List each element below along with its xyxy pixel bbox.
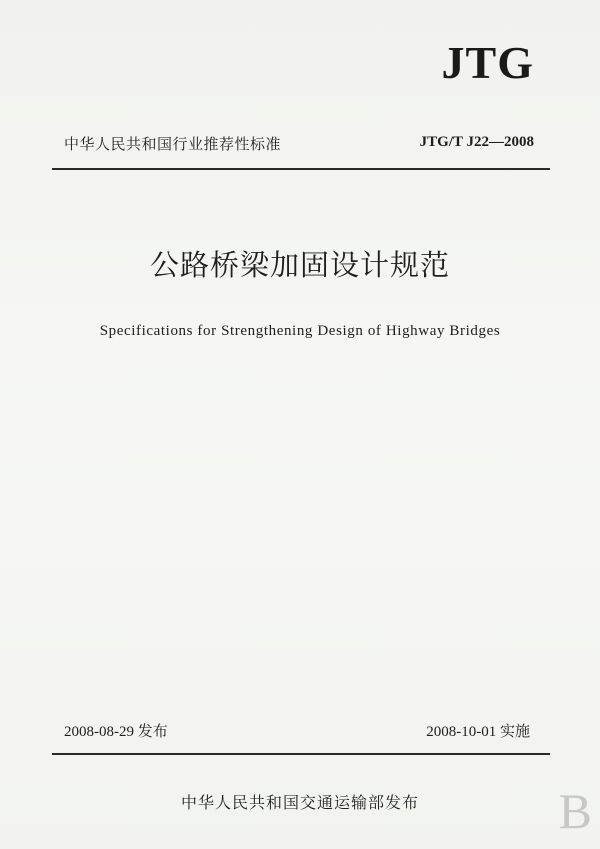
publisher: 中华人民共和国交通运输部发布 xyxy=(180,793,419,812)
title-english: Specifications for Strengthening Design of Highway Bridges xyxy=(99,323,501,339)
standard-code: JTG/T J22—2008 xyxy=(419,134,534,150)
jtg-logo: JTG xyxy=(441,37,534,88)
effective-date: 2008-10-01 实施 xyxy=(426,724,530,740)
standard-category: 中华人民共和国行业推荐性标准 xyxy=(64,135,282,153)
corner-watermark: B xyxy=(558,783,592,839)
issue-date: 2008-08-29 发布 xyxy=(64,724,168,740)
title-chinese: 公路桥梁加固设计规范 xyxy=(149,248,450,282)
bottom-divider xyxy=(52,753,550,755)
top-divider xyxy=(52,168,550,170)
